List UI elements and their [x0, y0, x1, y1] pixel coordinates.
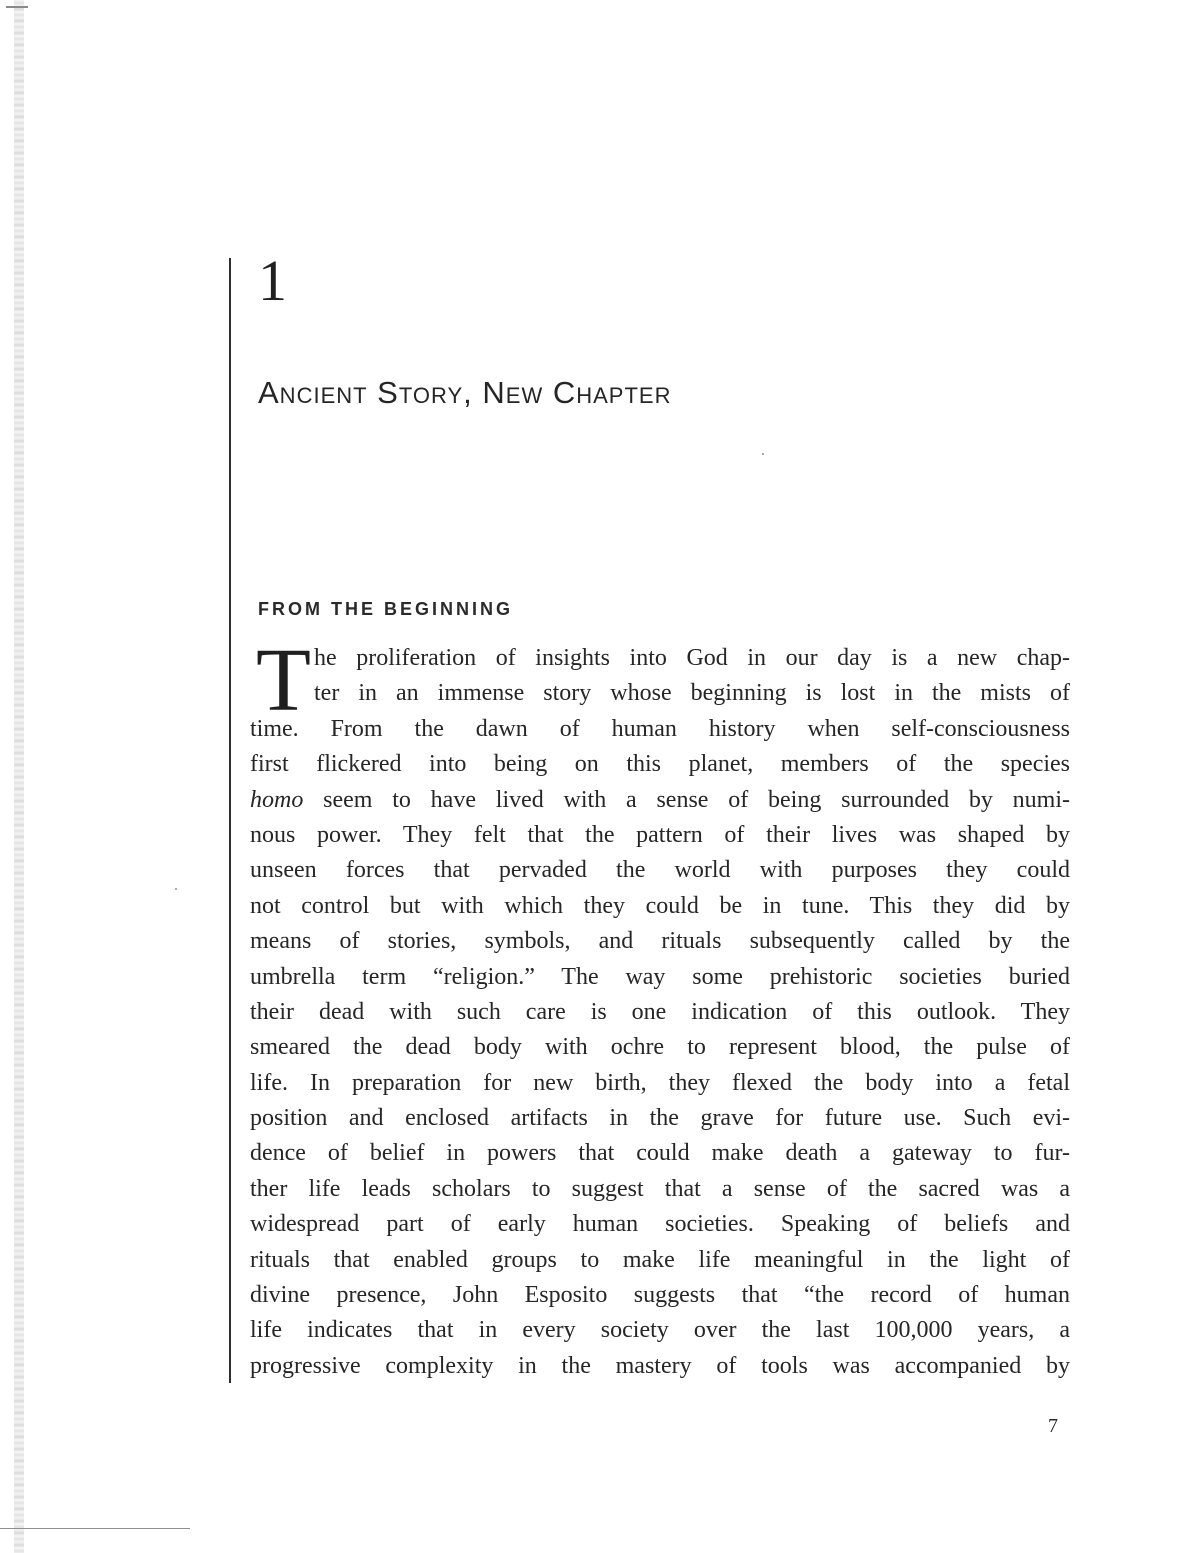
text-line: life indicates that in every society over the last 100,000 years, a [250, 1317, 1070, 1344]
text-line: dence of belief in powers that could make death a gateway to fur- [250, 1140, 1070, 1167]
text-line: ther life leads scholars to suggest that a sense of the sacred was a [250, 1175, 1070, 1202]
chapter-title: Ancient Story, New Chapter [258, 375, 672, 410]
text-line: life. In preparation for new birth, they flexed the body into a fetal [250, 1069, 1070, 1096]
text-line: he proliferation of insights into God in our day is a new chap- [314, 645, 1070, 671]
text-line: homo seem to have lived with a sense of being surrounded by numi- [250, 786, 1070, 813]
scan-top-corner-mark [6, 6, 28, 8]
text-line: time. From the dawn of human history when self-consciousness [250, 715, 1070, 742]
text-line: divine presence, John Esposito suggests that “the record of human [250, 1282, 1070, 1309]
text-line: their dead with such care is one indication of this outlook. They [250, 998, 1070, 1025]
text-line: progressive complexity in the mastery of tools was accompanied by [250, 1352, 1070, 1379]
text-line: ter in an immense story whose beginning is lost in the mists of [314, 680, 1070, 707]
text-line: means of stories, symbols, and rituals subsequently called by the [250, 928, 1070, 955]
scan-speck [175, 888, 177, 890]
text-line: smeared the dead body with ochre to represent blood, the pulse of [250, 1034, 1070, 1061]
chapter-number: 1 [258, 248, 287, 313]
drop-cap: T [256, 631, 311, 730]
italic-word: homo [250, 786, 304, 813]
text-line: not control but with which they could be in tune. This they did by [250, 892, 1070, 919]
text-line: widespread part of early human societies. Speaking of beliefs and [250, 1211, 1070, 1238]
margin-rule [229, 258, 231, 1383]
text-line: unseen forces that pervaded the world with purposes they could [250, 857, 1070, 884]
body-paragraph [250, 641, 1070, 1384]
page-number: 7 [1048, 1415, 1058, 1437]
scan-speck [762, 453, 764, 455]
text-line: first flickered into being on this planet, members of the species [250, 751, 1070, 778]
text-line: rituals that enabled groups to make life meaningful in the light of [250, 1246, 1070, 1273]
text-line: position and enclosed artifacts in the grave for future use. Such evi- [250, 1105, 1070, 1132]
text-line: umbrella term “religion.” The way some prehistoric societies buried [250, 963, 1070, 990]
scan-left-edge [14, 0, 24, 1553]
scan-bottom-edge [0, 1528, 190, 1529]
section-heading: FROM THE BEGINNING [258, 599, 513, 619]
text-line: nous power. They felt that the pattern of their lives was shaped by [250, 821, 1070, 848]
